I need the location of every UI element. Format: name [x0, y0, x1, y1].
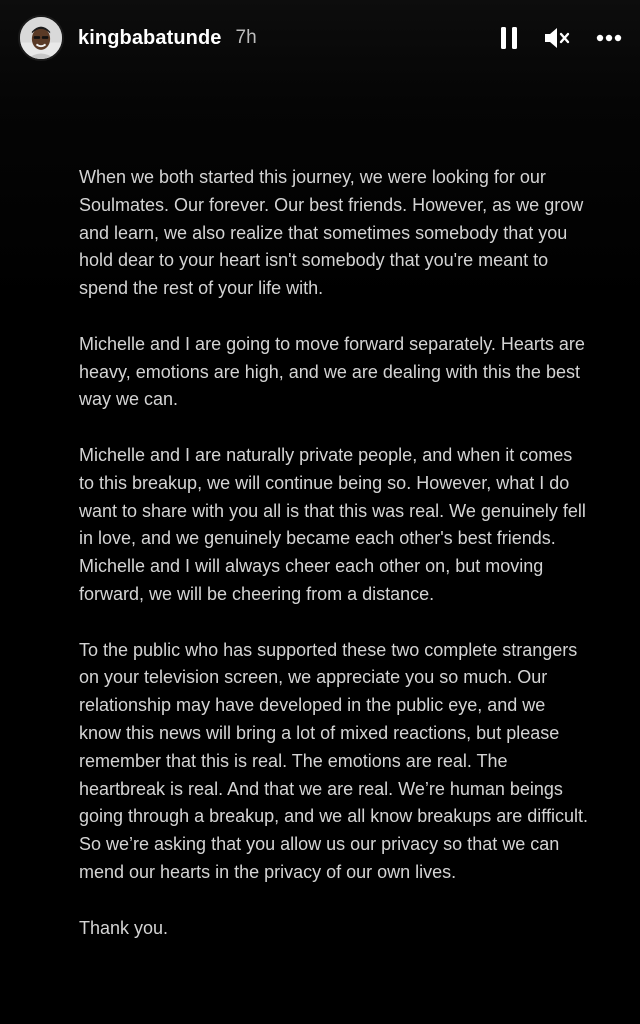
speaker-muted-icon [544, 27, 570, 49]
story-message [79, 164, 589, 970]
profile-photo-icon [20, 17, 62, 59]
more-horizontal-icon [596, 34, 622, 42]
pause-icon [500, 26, 518, 50]
message-paragraph-2: Michelle and I are going to move forward separately. Hearts are heavy, emotions are high, and we are dealing with this the best way we can. [79, 333, 585, 410]
username[interactable]: kingbabatunde [78, 26, 222, 49]
story-header [18, 14, 622, 62]
mute-button[interactable] [544, 22, 570, 54]
pause-button[interactable] [500, 22, 518, 54]
avatar[interactable] [18, 15, 64, 61]
message-paragraph-3: Michelle and I are naturally private people, and when it comes to this breakup, we will continue being so. However, what I do want to share with you all is that this was real. We genuinely fell in love, and we genuinely became each other's best friends. Michelle and I will always cheer each other on, but moving forward, we will be cheering from a distance. [79, 444, 586, 604]
message-paragraph-5: Thank you. [79, 917, 169, 938]
story-controls [500, 22, 622, 54]
timestamp: 7h [235, 27, 257, 48]
message-paragraph-4: To the public who has supported these two complete strangers on your television screen, we appreciate you so much. Our relationship may have developed in the public eye, and we know this news will bring a lot of mixed reactions, but please remember that this is real. The emotions are real. The heartbreak is real. And that we are real. We’re human beings going through a breakup, and we all know breakups are difficult. So we’re asking that you allow us our privacy so that we can mend our hearts in the privacy of our own lives. [79, 639, 588, 882]
more-options-button[interactable] [596, 22, 622, 54]
message-paragraph-1: When we both started this journey, we were looking for our Soulmates. Our forever. Our best friends. However, as we grow and learn, we also realize that sometimes somebody that you hold dear to your heart isn't somebody that you're meant to spend the rest of your life with. [79, 167, 584, 299]
